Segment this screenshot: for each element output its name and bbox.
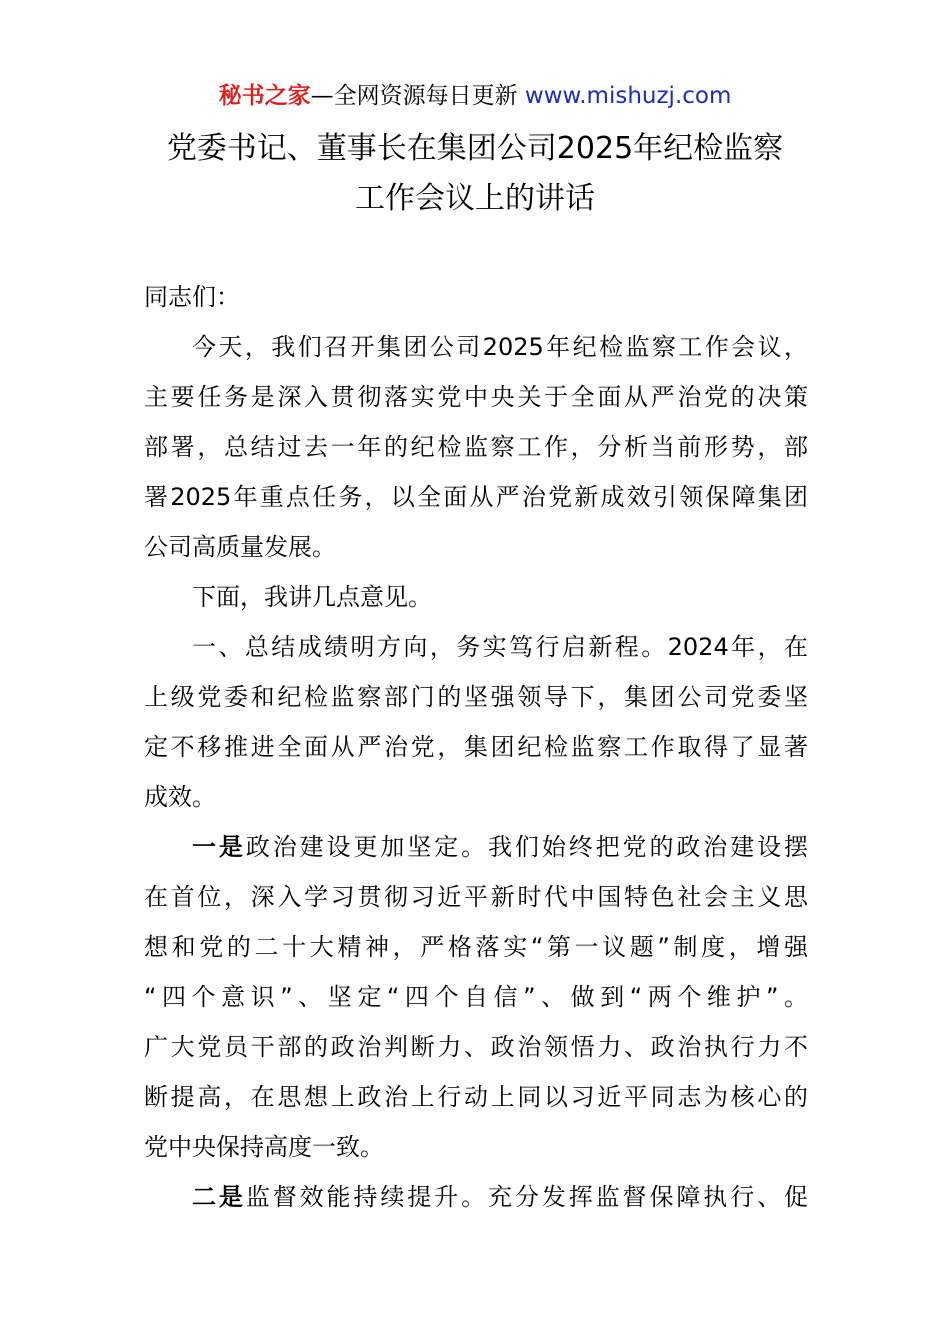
- paragraph-line: 在首位，深入学习贯彻习近平新时代中国特色社会主义思: [144, 883, 808, 911]
- title-line-1: 党委书记、董事长在集团公司2025年纪检监察: [166, 131, 784, 166]
- paragraph-line: 定不移推进全面从严治党，集团纪检监察工作取得了显著: [144, 733, 808, 761]
- paragraph-line: 部署，总结过去一年的纪检监察工作，分析当前形势，部: [144, 433, 808, 461]
- paragraph-opinions: [144, 572, 808, 622]
- paragraph-line: “四个意识”、坚定“四个自信”、做到“两个维护”。: [144, 983, 808, 1011]
- document-title: [120, 124, 830, 224]
- paragraph-line: [144, 822, 808, 872]
- point-lead: 一是: [192, 833, 246, 861]
- site-tagline: —全网资源每日更新: [310, 83, 518, 109]
- paragraph-line: 署2025年重点任务，以全面从严治党新成效引领保障集团: [144, 483, 808, 511]
- paragraph-line: 上级党委和纪检监察部门的坚强领导下，集团公司党委坚: [144, 683, 808, 711]
- point-text: 政治建设更加坚定。我们始终把党的政治建设摆: [245, 833, 809, 861]
- paragraph-point-one: [144, 822, 808, 1172]
- document-body: [144, 272, 808, 1222]
- paragraph-line: 公司高质量发展。: [144, 533, 336, 561]
- paragraph-line: 党中央保持高度一致。: [144, 1133, 384, 1161]
- paragraph-line: [144, 1172, 808, 1222]
- paragraph-line: 成效。: [144, 783, 216, 811]
- salutation: 同志们：: [144, 283, 240, 311]
- paragraph-line: 想和党的二十大精神，严格落实“第一议题”制度，增强: [144, 933, 808, 961]
- title-line-2: 工作会议上的讲话: [355, 181, 595, 216]
- site-url-link[interactable]: www.mishuzj.com: [524, 83, 732, 109]
- site-name: 秘书之家: [218, 83, 311, 109]
- paragraph-line: 一、总结成绩明方向，务实笃行启新程。2024年，在: [192, 633, 808, 661]
- site-header: [0, 80, 950, 112]
- paragraph-section-one: [144, 622, 808, 822]
- paragraph-line: 广大党员干部的政治判断力、政治领悟力、政治执行力不: [144, 1033, 808, 1061]
- paragraph-line: 下面，我讲几点意见。: [192, 583, 432, 611]
- paragraph-line: 主要任务是深入贯彻落实党中央关于全面从严治党的决策: [144, 383, 808, 411]
- point-text: 监督效能持续提升。充分发挥监督保障执行、促: [245, 1183, 809, 1211]
- point-lead: 二是: [192, 1183, 246, 1211]
- paragraph-line: 今天，我们召开集团公司2025年纪检监察工作会议，: [192, 333, 808, 361]
- paragraph-intro: [144, 322, 808, 572]
- paragraph-point-two: [144, 1172, 808, 1222]
- paragraph-line: 断提高，在思想上政治上行动上同以习近平同志为核心的: [144, 1083, 808, 1111]
